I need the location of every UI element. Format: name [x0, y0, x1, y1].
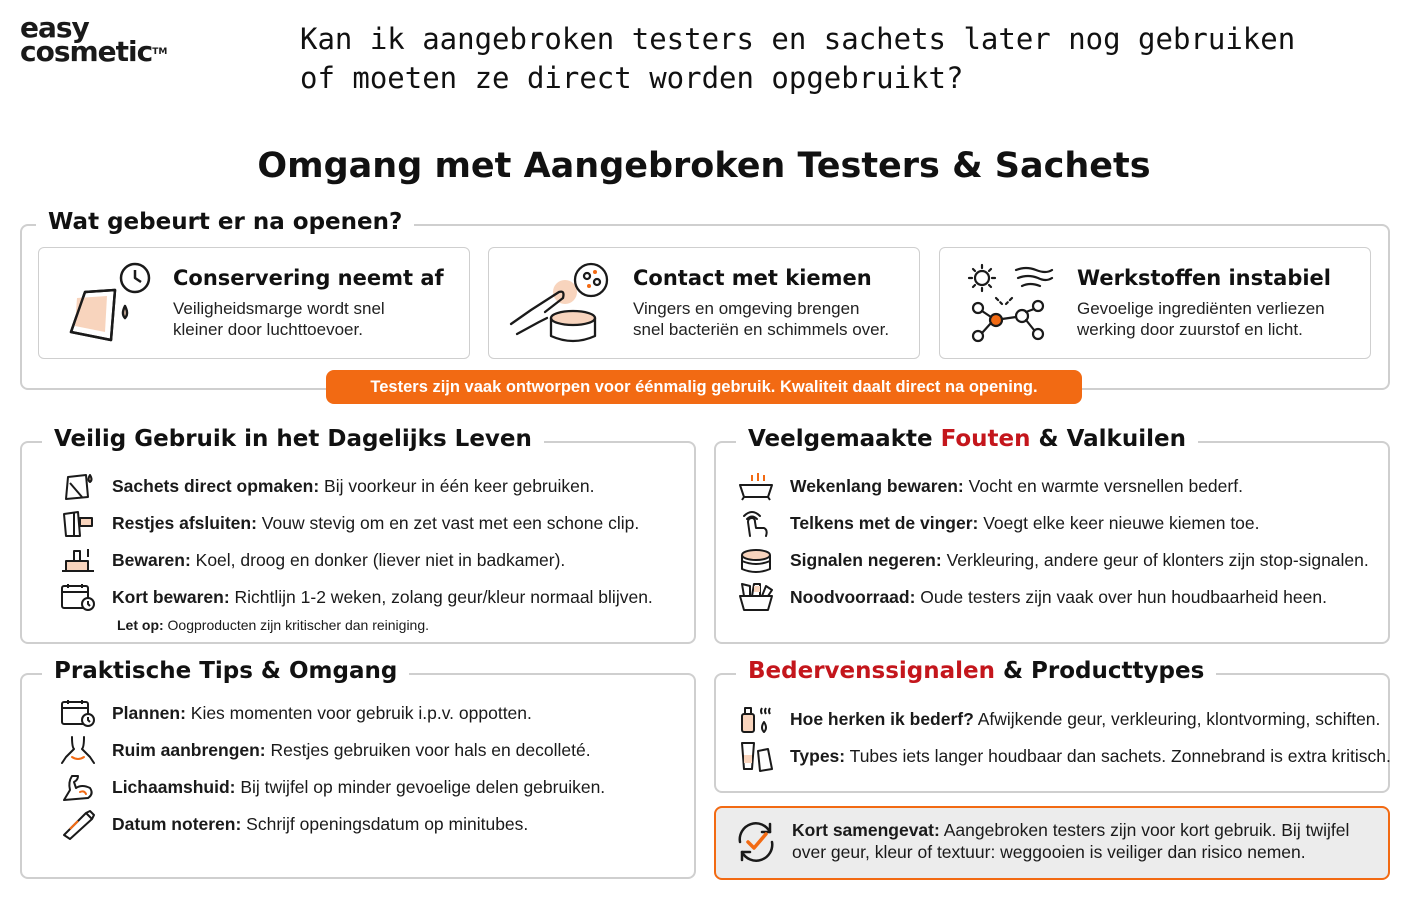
brand-line1: easy — [20, 11, 89, 44]
list-item-text — [112, 703, 532, 724]
list-item — [736, 471, 1243, 501]
arm-icon — [58, 772, 98, 802]
card-title: Werkstoffen instabiel — [1077, 266, 1331, 290]
what-happens-title: Wat gebeurt er na openen? — [36, 209, 414, 235]
item-bold: Bewaren: — [112, 549, 191, 570]
list-item — [58, 772, 605, 802]
bottle-smell-icon — [736, 704, 776, 734]
list-item-text — [112, 587, 653, 608]
list-item — [736, 508, 1260, 538]
spoilage-title — [736, 658, 1216, 684]
item-text: Bij voorkeur in één keer gebruiken. — [319, 475, 595, 496]
item-bold: Ruim aanbrengen: — [112, 739, 266, 760]
jar-icon — [736, 545, 776, 575]
note-text — [117, 617, 429, 633]
item-text: Voegt elke keer nieuwe kiemen toe. — [978, 512, 1260, 533]
list-item-text — [112, 476, 594, 497]
item-bold: Signalen negeren: — [790, 549, 942, 570]
list-item-text — [112, 740, 591, 761]
page-title: Omgang met Aangebroken Testers & Sachets — [257, 146, 1151, 186]
list-item — [736, 545, 1369, 575]
card-text-line: werking door zuurstof en licht. — [1077, 320, 1303, 339]
summary-bold: Kort samengevat: — [792, 820, 940, 840]
list-item-text — [112, 777, 605, 798]
list-item — [58, 582, 653, 612]
item-text: Oude testers zijn vaak over hun houdbaarheid heen. — [915, 586, 1327, 607]
question-line1: Kan ik aangebroken testers en sachets later nog gebruiken — [300, 22, 1296, 56]
card-conservation — [38, 247, 470, 359]
item-bold: Telkens met de vinger: — [790, 512, 979, 533]
item-text: Vouw stevig om en zet vast met een schone clip. — [256, 512, 640, 533]
item-bold: Hoe herken ik bederf? — [790, 708, 974, 729]
list-item — [736, 704, 1380, 734]
brand-line2: cosmetic — [20, 35, 153, 68]
mistakes-title-suffix: & Valkuilen — [1030, 426, 1186, 452]
item-text: Richtlijn 1-2 weken, zolang geur/kleur normaal blijven. — [229, 586, 653, 607]
card-text-line: Vingers en omgeving brengen — [633, 299, 860, 318]
list-item — [58, 809, 528, 839]
spoilage-title-suffix: & Producttypes — [994, 658, 1205, 684]
card-text — [1077, 298, 1325, 340]
spoilage-title-red: Bedervenssignalen — [748, 658, 995, 684]
item-bold: Noodvoorraad: — [790, 586, 916, 607]
tube-sachet-icon — [736, 741, 776, 771]
testers-box-icon — [736, 582, 776, 612]
finger-touch-icon — [736, 508, 776, 538]
item-text: Kies momenten voor gebruik i.p.v. oppotten. — [185, 702, 532, 723]
mistakes-title-prefix: Veelgemaakte — [748, 426, 941, 452]
check-cycle-icon — [734, 820, 778, 864]
card-unstable — [939, 247, 1371, 359]
safe-use-title: Veilig Gebruik in het Dagelijks Leven — [42, 426, 544, 452]
warning-banner: Testers zijn vaak ontworpen voor éénmalig gebruik. Kwaliteit daalt direct na opening. — [326, 370, 1082, 404]
item-text: Tubes iets langer houdbaar dan sachets. Zonnebrand is extra kritisch. — [845, 745, 1391, 766]
summary-text — [792, 819, 1349, 863]
mistakes-title — [736, 426, 1198, 452]
tube-date-icon — [58, 809, 98, 839]
sachet-clock-icon — [67, 262, 153, 344]
list-item-text — [790, 513, 1260, 534]
item-text: Schrijf openingsdatum op minitubes. — [241, 813, 529, 834]
summary-line1: Aangebroken testers zijn voor kort gebruik. Bij twijfel — [939, 820, 1350, 840]
calendar-clock-icon — [58, 582, 98, 612]
item-bold: Wekenlang bewaren: — [790, 475, 964, 496]
card-text — [173, 298, 385, 340]
bathtub-icon — [736, 471, 776, 501]
summary-line2: over geur, kleur of textuur: weggooien is veiliger dan risico nemen. — [792, 842, 1306, 862]
card-text-line: kleiner door luchttoevoer. — [173, 320, 363, 339]
tips-panel — [20, 658, 696, 879]
card-text-line: snel bacteriën en schimmels over. — [633, 320, 890, 339]
question-heading — [300, 20, 1300, 98]
list-item-text — [790, 476, 1243, 497]
item-bold: Types: — [790, 745, 846, 766]
molecule-light-icon — [966, 262, 1056, 346]
item-text: Afwijkende geur, verkleuring, klontvorming, schiften. — [973, 708, 1381, 729]
card-text-line: Veiligheidsmarge wordt snel — [173, 299, 385, 318]
list-item — [58, 735, 591, 765]
list-item — [58, 471, 594, 501]
sachet-icon — [58, 471, 98, 501]
neck-icon — [58, 735, 98, 765]
item-text: Vocht en warmte versnellen bederf. — [963, 475, 1243, 496]
finger-germs-icon — [509, 262, 609, 346]
brand-tm: TM — [152, 47, 168, 57]
item-bold: Lichaamshuid: — [112, 776, 236, 797]
item-bold: Restjes afsluiten: — [112, 512, 257, 533]
summary-box — [714, 806, 1390, 880]
card-germs — [488, 247, 920, 359]
note-body: Oogproducten zijn kritischer dan reiniging. — [163, 617, 430, 633]
list-item-text — [112, 513, 639, 534]
note-bold: Let op: — [117, 617, 164, 633]
brand-logo — [20, 11, 168, 68]
calendar-clock-icon — [58, 698, 98, 728]
card-title: Contact met kiemen — [633, 266, 872, 290]
safe-use-panel — [20, 426, 696, 644]
item-text: Bij twijfel op minder gevoelige delen gebruiken. — [235, 776, 606, 797]
list-item-text — [790, 587, 1327, 608]
item-text: Koel, droog en donker (liever niet in badkamer). — [190, 549, 566, 570]
clip-icon — [58, 508, 98, 538]
item-text: Verkleuring, andere geur of klonters zijn stop-signalen. — [941, 549, 1369, 570]
mistakes-panel — [714, 426, 1390, 644]
list-item-text — [790, 550, 1369, 571]
item-bold: Datum noteren: — [112, 813, 242, 834]
list-item — [58, 508, 639, 538]
tips-title: Praktische Tips & Omgang — [42, 658, 409, 684]
list-item — [58, 698, 532, 728]
item-bold: Kort bewaren: — [112, 586, 230, 607]
item-bold: Plannen: — [112, 702, 186, 723]
storage-icon — [58, 545, 98, 575]
list-item-text — [112, 814, 528, 835]
mistakes-title-red: Fouten — [940, 426, 1031, 452]
list-item-text — [790, 709, 1380, 730]
list-item — [736, 741, 1391, 771]
card-text-line: Gevoelige ingrediënten verliezen — [1077, 299, 1325, 318]
card-text — [633, 298, 889, 340]
card-title: Conservering neemt af — [173, 266, 444, 290]
list-item-text — [790, 746, 1391, 767]
item-bold: Sachets direct opmaken: — [112, 475, 320, 496]
item-text: Restjes gebruiken voor hals en decolleté. — [265, 739, 591, 760]
list-item-text — [112, 550, 565, 571]
spoilage-panel — [714, 658, 1391, 793]
list-item — [736, 582, 1327, 612]
question-line2: of moeten ze direct worden opgebruikt? — [300, 61, 964, 95]
list-item — [58, 545, 565, 575]
